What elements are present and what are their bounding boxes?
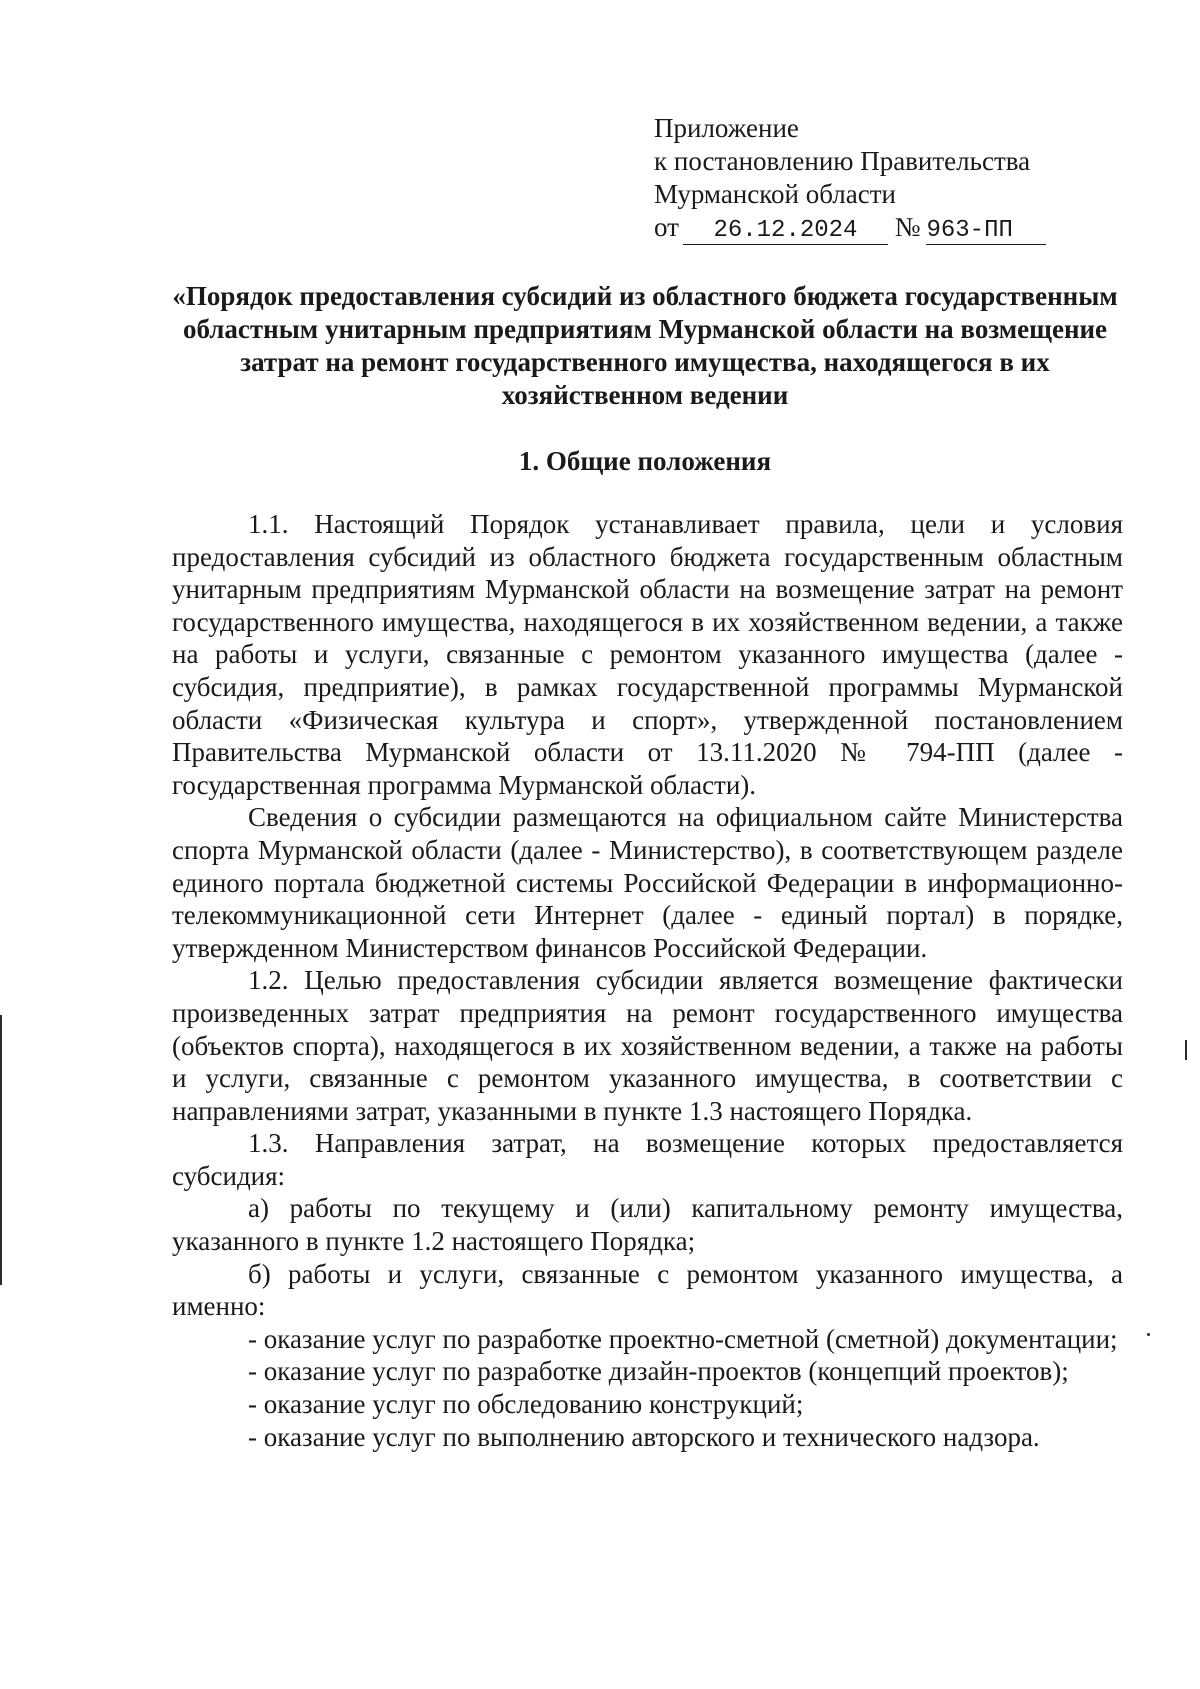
- appendix-line-1: Приложение: [654, 113, 799, 143]
- document-body: [172, 508, 1123, 1453]
- scan-edge-mark: [1185, 1040, 1187, 1060]
- number-field: 963-ПП: [926, 218, 1046, 245]
- number-label: №: [894, 212, 921, 242]
- list-item: - оказание услуг по разработке дизайн-проектов (концепций проектов);: [248, 1356, 1069, 1387]
- scan-edge-mark: [0, 1015, 2, 1285]
- list-item: - оказание услуг по разработке проектно-сметной (сметной) документации;: [248, 1323, 1118, 1354]
- section-heading: 1. Общие положения: [518, 446, 772, 476]
- from-label: от: [654, 212, 679, 242]
- paragraph: б) работы и услуги, связанные с ремонтом указанного имущества, а именно:: [172, 1258, 1123, 1322]
- list-item: - оказание услуг по выполнению авторского и технического надзора.: [248, 1421, 1040, 1452]
- appendix-line-2: к постановлению Правительства: [654, 146, 1031, 176]
- list-item: - оказание услуг по обследованию конструкций;: [248, 1389, 804, 1420]
- appendix-line-3: Мурманской области: [654, 179, 896, 209]
- document-title: «Порядок предоставления субсидий из областного бюджета государственным областным унитарным предприятиям Мурманской области на возмещение затрат на ремонт государственного имущества, находящегося в их хозяйственном ведении: [172, 281, 1118, 410]
- paragraph: Сведения о субсидии размещаются на официальном сайте Министерства спорта Мурманской области (далее - Министерство), в соответствующем разделе единого портала бюджетной системы Российской Федерации в информационно-телекоммуникационной сети Интернет (далее - единый портал) в порядке, утвержденном Министерством финансов Российской Федерации.: [172, 802, 1123, 963]
- paragraph: 1.2. Целью предоставления субсидии является возмещение фактически произведенных затрат предприятия на ремонт государственного имущества (объектов спорта), находящегося в их хозяйственном ведении, а также на работы и услуги, связанные с ремонтом указанного имущества, в соответствии с направлениями затрат, указанными в пункте 1.3 настоящего Порядка.: [172, 965, 1123, 1126]
- date-field: 26.12.2024: [683, 218, 888, 245]
- paragraph: а) работы по текущему и (или) капитальному ремонту имущества, указанного в пункте 1.2 настоящего Порядка;: [172, 1193, 1123, 1257]
- scan-speck: [1147, 1333, 1150, 1336]
- appendix-block: [654, 112, 1114, 245]
- paragraph: 1.3. Направления затрат, на возмещение которых предоставляется субсидия:: [172, 1128, 1123, 1191]
- appendix-date-line: [654, 211, 1114, 245]
- paragraph: 1.1. Настоящий Порядок устанавливает правила, цели и условия предоставления субсидий из областного бюджета государственным областным унитарным предприятиям Мурманской области на возмещение затрат на ремонт государственного имущества, находящегося в их хозяйственном ведении, а также на работы и услуги, связанные с ремонтом указанного имущества (далее - субсидия, предприятие), в рамках государственной программы Мурманской области «Физическая культура и спорт», утвержденной постановлением Правительства Мурманской области от 13.11.2020 № 794-ПП (далее - государственная программа Мурманской области).: [172, 509, 1123, 800]
